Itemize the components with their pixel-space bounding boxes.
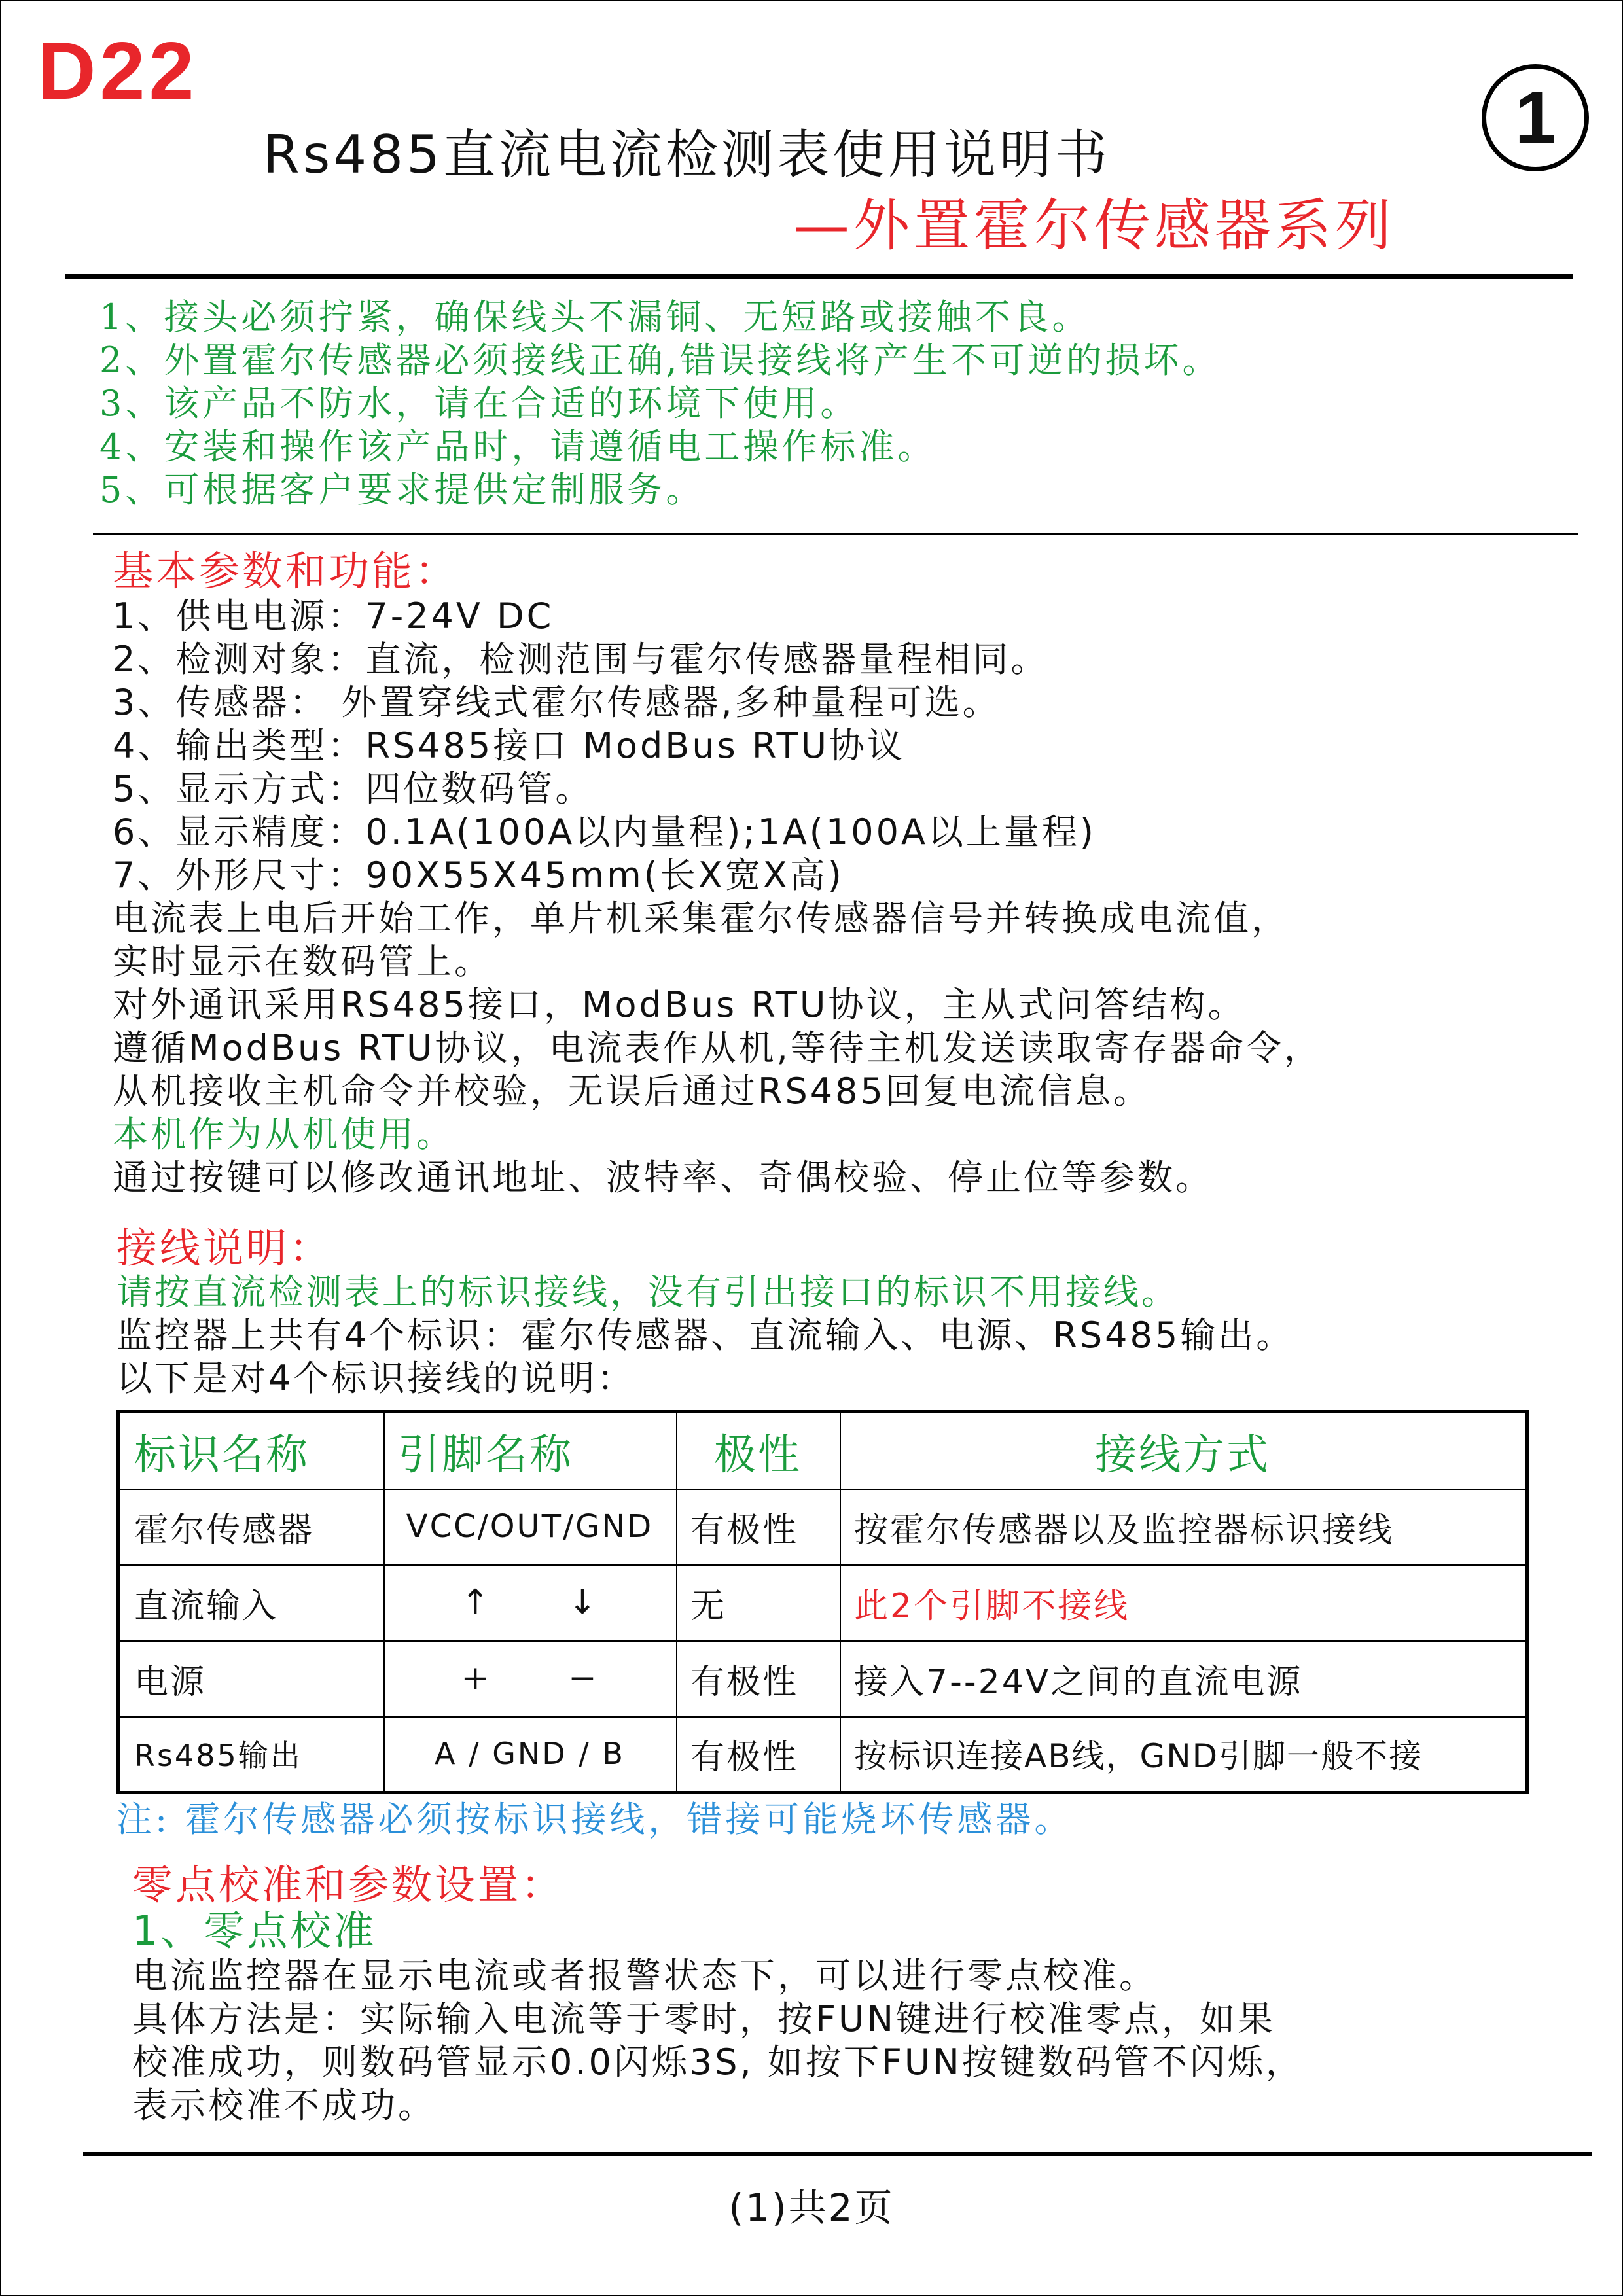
basic-section-heading: 基本参数和功能：: [113, 547, 459, 595]
body-line: 7、外形尺寸：90X55X45mm(长X宽X高): [113, 855, 844, 896]
wiring-section-body: [116, 1271, 1294, 1400]
body-line: 3、传感器： 外置穿线式霍尔传感器,多种量程可选。: [113, 682, 1001, 723]
basic-section-body: [113, 595, 1322, 1199]
zero-section-heading: 零点校准和参数设置：: [132, 1861, 565, 1909]
body-line: 通过按键可以修改通讯地址、波特率、奇偶校验、停止位等参数。: [113, 1157, 1213, 1198]
notice-item: 1、接头必须拧紧，确保线头不漏铜、无短路或接触不良。: [99, 296, 1091, 338]
body-line: 遵循ModBus RTU协议，电流表作从机,等待主机发送读取寄存器命令，: [113, 1027, 1322, 1069]
body-line: 2、检测对象：直流，检测范围与霍尔传感器量程相同。: [113, 639, 1049, 680]
header-divider: [65, 274, 1573, 279]
zero-calibration-subheading: 1、零点校准: [132, 1907, 377, 1954]
table-cell: + −: [461, 1659, 599, 1698]
table-header-cell: 标识名称: [134, 1430, 310, 1479]
table-cell: 有极性: [690, 1737, 799, 1777]
table-header-cell: 引脚名称: [398, 1430, 573, 1479]
table-cell: 按霍尔传感器以及监控器标识接线: [854, 1510, 1395, 1550]
table-cell: 直流输入: [134, 1586, 279, 1626]
notice-item: 2、外置霍尔传感器必须接线正确,错误接线将产生不可逆的损坏。: [99, 340, 1221, 381]
table-cell: 有极性: [690, 1662, 799, 1702]
table-cell: 此2个引脚不接线: [854, 1586, 1130, 1626]
body-line: 具体方法是：实际输入电流等于零时，按FUN键进行校准零点，如果: [132, 1998, 1275, 2040]
notice-divider: [93, 533, 1578, 535]
table-cell: Rs485输出: [134, 1738, 302, 1773]
slave-mode-note: 本机作为从机使用。: [113, 1114, 454, 1155]
body-line: 对外通讯采用RS485接口，ModBus RTU协议，主从式问答结构。: [113, 984, 1246, 1025]
page-subtitle: —外置霍尔传感器系列: [793, 193, 1395, 258]
table-cell: 有极性: [690, 1510, 799, 1550]
body-line: 5、显示方式：四位数码管。: [113, 768, 594, 809]
body-line: 表示校准不成功。: [132, 2085, 436, 2126]
notice-item: 4、安装和操作该产品时，请遵循电工操作标准。: [99, 426, 936, 467]
notice-list: [99, 296, 1221, 512]
wiring-table: [116, 1410, 1529, 1794]
table-cell: 霍尔传感器: [134, 1510, 315, 1550]
body-line: 实时显示在数码管上。: [113, 941, 492, 982]
body-line: 电流监控器在显示电流或者报警状态下，可以进行零点校准。: [132, 1955, 1157, 1996]
table-cell: VCC/OUT/GND: [406, 1508, 654, 1545]
body-line: 电流表上电后开始工作，单片机采集霍尔传感器信号并转换成电流值，: [113, 898, 1289, 939]
notice-item: 5、可根据客户要求提供定制服务。: [99, 469, 705, 510]
body-line: 校准成功，则数码管显示0.0闪烁3S, 如按下FUN按键数码管不闪烁，: [132, 2041, 1304, 2083]
body-line: 4、输出类型：RS485接口 ModBus RTU协议: [113, 725, 905, 766]
table-header-cell: 极性: [714, 1430, 802, 1479]
page-title: Rs485直流电流检测表使用说明书: [263, 124, 1111, 185]
page-number-badge: 1: [1482, 64, 1589, 171]
wiring-instruction: 请按直流检测表上的标识接线，没有引出接口的标识不用接线。: [116, 1271, 1179, 1313]
body-line: 6、显示精度：0.1A(100A以内量程);1A(100A以上量程): [113, 811, 1096, 853]
model-code: D22: [37, 26, 198, 116]
body-line: 从机接收主机命令并校验，无误后通过RS485回复电流信息。: [113, 1070, 1151, 1112]
wiring-warning-note: 注: 霍尔传感器必须按标识接线，错接可能烧坏传感器。: [116, 1799, 1073, 1840]
table-cell: A / GND / B: [435, 1736, 625, 1771]
table-cell: 接入7--24V之间的直流电源: [854, 1662, 1303, 1702]
table-cell: 按标识连接AB线，GND引脚一般不接: [854, 1737, 1423, 1775]
footer-divider: [83, 2152, 1592, 2156]
body-line: 监控器上共有4个标识：霍尔传感器、直流输入、电源、RS485输出。: [116, 1315, 1294, 1356]
zero-section-body: [132, 1954, 1304, 2127]
table-cell: 无: [690, 1586, 727, 1626]
table-cell: 电源: [134, 1662, 207, 1702]
table-header-cell: 接线方式: [1095, 1430, 1270, 1479]
body-line: 以下是对4个标识接线的说明：: [116, 1358, 635, 1399]
wiring-section-heading: 接线说明：: [116, 1224, 333, 1272]
notice-item: 3、该产品不防水，请在合适的环境下使用。: [99, 383, 859, 424]
page-footer: (1)共2页: [728, 2185, 895, 2230]
table-cell: ↑ ↓: [461, 1583, 599, 1622]
body-line: 1、供电电源：7-24V DC: [113, 595, 554, 637]
